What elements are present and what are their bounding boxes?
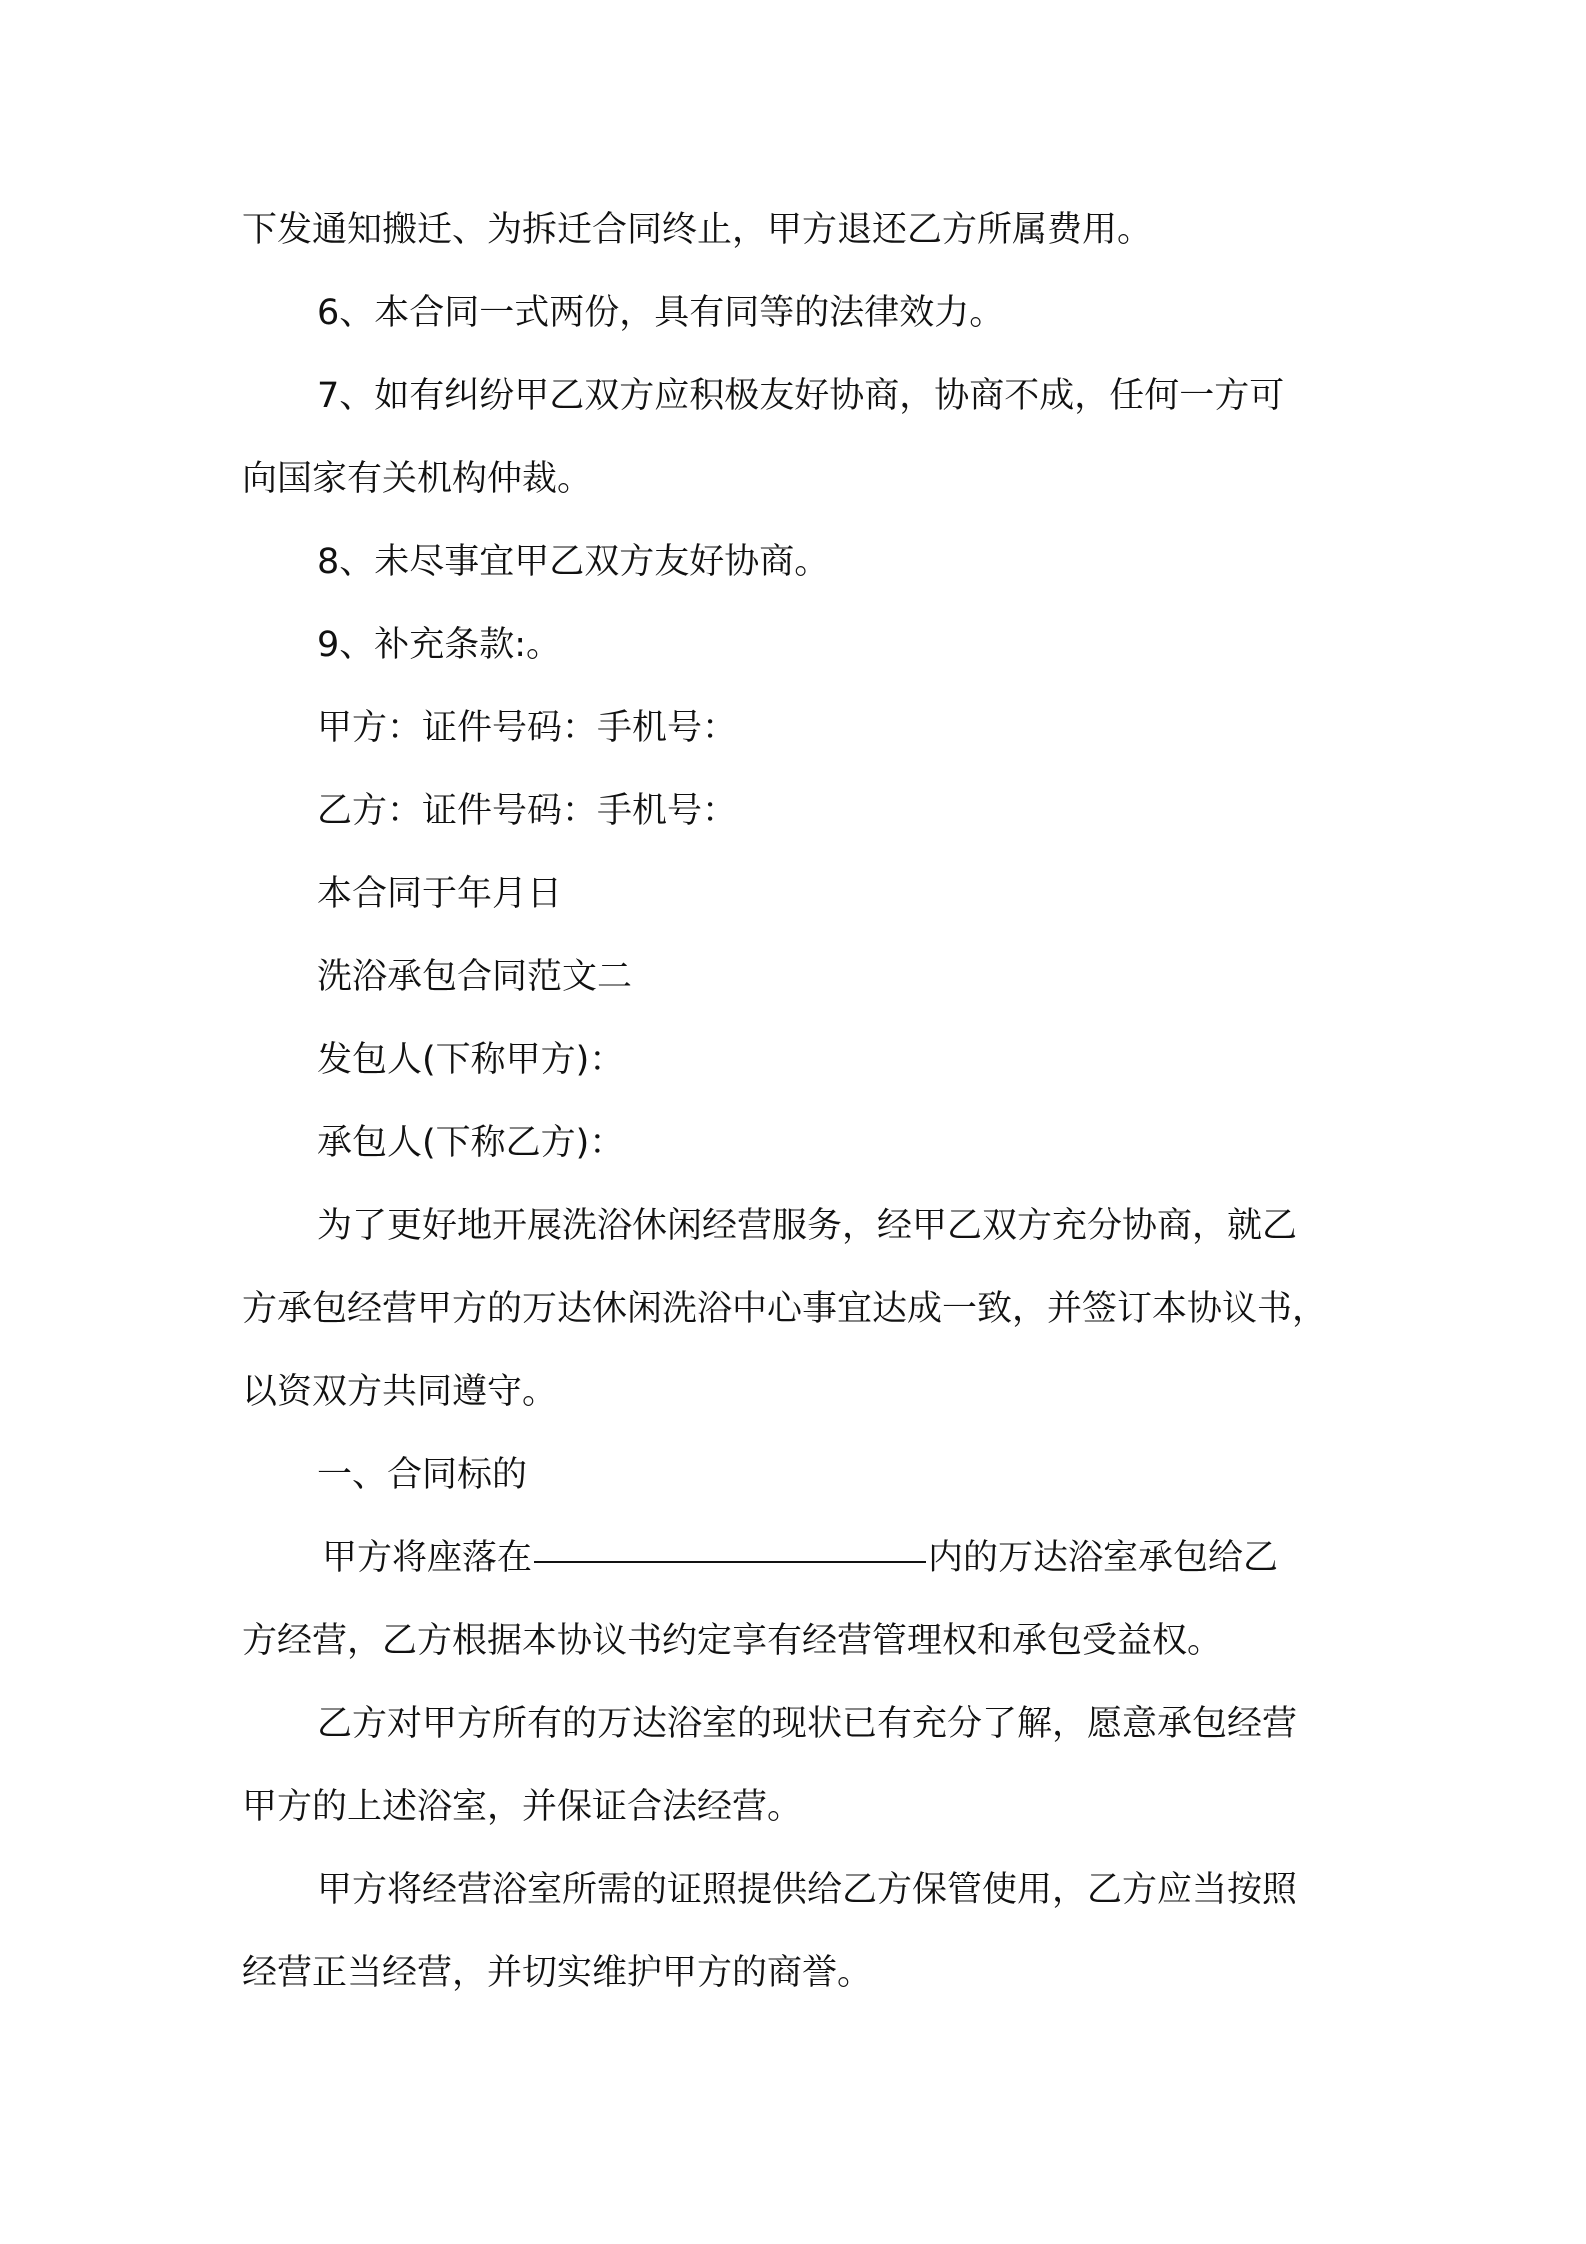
paragraph-line bbox=[0, 283, 1586, 343]
paragraph-line bbox=[0, 1030, 1586, 1090]
line-text-after-blank: 内的万达浴室承包给乙 bbox=[928, 1538, 1279, 1578]
line-text: 向国家有关机构仲裁。 bbox=[242, 459, 593, 499]
paragraph-line bbox=[0, 864, 1586, 924]
paragraph-line bbox=[0, 1694, 1586, 1754]
line-text: 方经营，乙方根据本协议书约定享有经营管理权和承包受益权。 bbox=[242, 1621, 1223, 1661]
line-text: 本合同于年月日 bbox=[317, 874, 563, 914]
line-text: 7、如有纠纷甲乙双方应积极友好协商，协商不成，任何一方可 bbox=[317, 376, 1285, 416]
section-heading bbox=[0, 1445, 1586, 1505]
paragraph-line bbox=[0, 449, 1586, 509]
line-text: 乙方：证件号码：手机号： bbox=[317, 791, 738, 831]
paragraph-line bbox=[0, 1362, 1586, 1422]
paragraph-line bbox=[0, 1279, 1586, 1339]
paragraph-line bbox=[0, 1943, 1586, 2003]
line-text: 6、本合同一式两份，具有同等的法律效力。 bbox=[317, 293, 1005, 333]
line-text: 甲方：证件号码：手机号： bbox=[317, 708, 738, 748]
paragraph-line bbox=[0, 1860, 1586, 1920]
line-text: 承包人(下称乙方)： bbox=[317, 1123, 625, 1163]
line-text: 下发通知搬迁、为拆迁合同终止，甲方退还乙方所属费用。 bbox=[242, 210, 1153, 250]
line-text: 甲方将经营浴室所需的证照提供给乙方保管使用，乙方应当按照 bbox=[317, 1870, 1298, 1910]
paragraph-line bbox=[0, 200, 1586, 260]
paragraph-line bbox=[0, 698, 1586, 758]
line-text: 9、补充条款:。 bbox=[317, 625, 562, 665]
line-text: 为了更好地开展洗浴休闲经营服务，经甲乙双方充分协商，就乙 bbox=[317, 1206, 1298, 1246]
line-text: 洗浴承包合同范文二 bbox=[317, 957, 633, 997]
line-text: 以资双方共同遵守。 bbox=[242, 1372, 558, 1412]
line-text: 发包人(下称甲方)： bbox=[317, 1040, 625, 1080]
paragraph-line bbox=[0, 1777, 1586, 1837]
paragraph-line bbox=[0, 532, 1586, 592]
section-title bbox=[0, 947, 1586, 1007]
line-text: 乙方对甲方所有的万达浴室的现状已有充分了解，愿意承包经营 bbox=[317, 1704, 1298, 1744]
paragraph-line bbox=[0, 1528, 1586, 1588]
line-text-with-blank bbox=[322, 1528, 1278, 1588]
paragraph-line bbox=[0, 615, 1586, 675]
line-text: 一、合同标的 bbox=[317, 1455, 528, 1495]
paragraph-line bbox=[0, 1113, 1586, 1173]
paragraph-line bbox=[0, 366, 1586, 426]
line-text: 经营正当经营，并切实维护甲方的商誉。 bbox=[242, 1953, 873, 1993]
paragraph-line bbox=[0, 1196, 1586, 1256]
line-text: 8、未尽事宜甲乙双方友好协商。 bbox=[317, 542, 830, 582]
line-text: 方承包经营甲方的万达休闲洗浴中心事宜达成一致，并签订本协议书， bbox=[242, 1289, 1328, 1329]
paragraph-line bbox=[0, 781, 1586, 841]
line-text: 甲方的上述浴室，并保证合法经营。 bbox=[242, 1787, 803, 1827]
line-text-before-blank: 甲方将座落在 bbox=[322, 1538, 533, 1578]
fill-in-blank bbox=[534, 1560, 926, 1563]
paragraph-line bbox=[0, 1611, 1586, 1671]
